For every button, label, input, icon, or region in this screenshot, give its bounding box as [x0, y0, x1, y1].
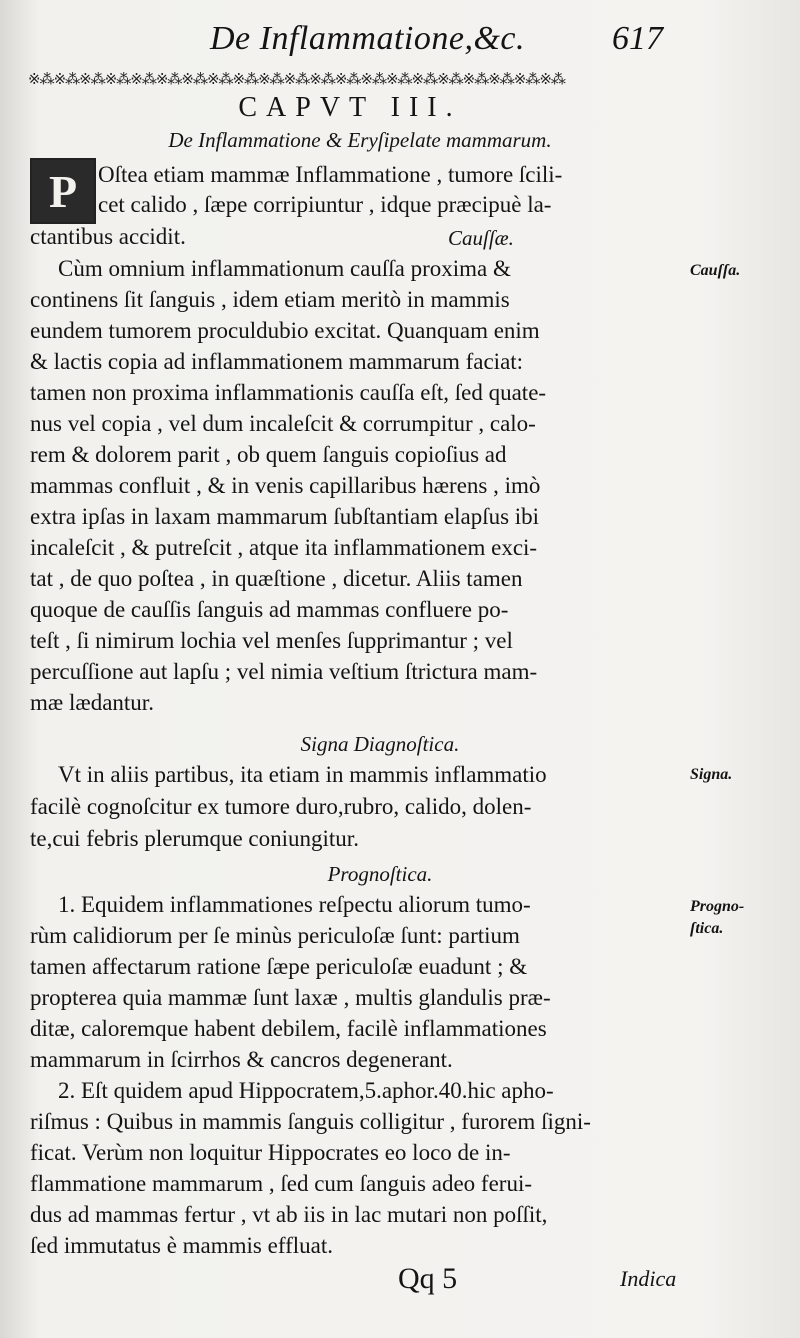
running-head: De Inflammatione,&c. — [210, 20, 525, 57]
text-line: percuſſione aut lapſu ; vel nimia veſtium ſtrictura mam- — [30, 659, 538, 684]
text-line: cet calido , ſæpe corripiuntur , idque præcipuè la- — [98, 192, 552, 217]
text-line: rem & dolorem parit , ob quem ſanguis copioſius ad — [30, 442, 507, 467]
text-line: flammatione mammarum , ſed cum ſanguis adeo ferui- — [30, 1171, 533, 1196]
text-line: dus ad mammas fertur , vt ab iis in lac mutari non poſſit, — [30, 1202, 548, 1227]
drop-cap-initial: P — [30, 158, 96, 224]
text-line: teſt , ſi nimirum lochia vel menſes ſupprimantur ; vel — [30, 628, 513, 653]
text-line: ficat. Verùm non loquitur Hippocrates eo loco de in- — [30, 1140, 511, 1165]
text-line: tamen affectarum ratione ſæpe periculoſæ euadunt ; & — [30, 954, 528, 979]
text-line: facilè cognoſcitur ex tumore duro,rubro, calido, dolen- — [30, 794, 532, 819]
text-line: continens ſit ſanguis , idem etiam meritò in mammis — [30, 287, 510, 312]
section-heading-signa: Signa Diagnoſtica. — [300, 732, 460, 756]
margin-note-prognostica-2: ſtica. — [690, 920, 724, 937]
text-line: ſed immutatus è mammis effluat. — [30, 1233, 333, 1258]
text-line: mammas confluit , & in venis capillaribus hærens , imò — [30, 473, 541, 498]
text-line: te,cui febris plerumque coniungitur. — [30, 826, 359, 851]
chapter-heading: CAPVT III. — [238, 92, 462, 123]
text-line: Vt in aliis partibus, ita etiam in mammis inflammatio — [58, 762, 547, 787]
text-line: quoque de cauſſis ſanguis ad mammas confluere po- — [30, 597, 509, 622]
text-line: ctantibus accidit. — [30, 224, 186, 249]
text-line: eundem tumorem proculdubio excitat. Quanquam enim — [30, 318, 540, 343]
text-line: rùm calidiorum per ſe minùs periculoſæ ſunt: partium — [30, 923, 520, 948]
margin-note-prognostica-1: Progno- — [690, 898, 745, 915]
text-line: propterea quia mammæ ſunt laxæ , multis glandulis præ- — [30, 985, 551, 1010]
text-line: extra ipſas in laxam mammarum ſubſtantiam elapſus ibi — [30, 504, 540, 529]
text-line: mæ lædantur. — [30, 690, 154, 715]
signature-mark: Qq 5 — [398, 1262, 458, 1295]
section-heading-prognostica: Prognoſtica. — [327, 862, 433, 886]
ornamental-rule: ※⁂※⁂※⁂※⁂※⁂※⁂※⁂※⁂※⁂※⁂※⁂※⁂※⁂※⁂※⁂※⁂※⁂※⁂※⁂※⁂※⁂ — [28, 72, 565, 88]
margin-note-signa: Signa. — [690, 766, 733, 783]
text-line: 1. Equidem inflammationes reſpectu aliorum tumo- — [58, 892, 531, 917]
text-line: riſmus : Quibus in mammis ſanguis colligitur , furorem ſigni- — [30, 1109, 591, 1134]
text-line: tat , de quo poſtea , in quæſtione , dicetur. Aliis tamen — [30, 566, 523, 591]
margin-note-caussa: Cauſſa. — [690, 262, 741, 279]
section-heading-caussae: Cauſſæ. — [448, 226, 514, 250]
text-line: mammarum in ſcirrhos & cancros degenerant. — [30, 1047, 453, 1072]
text-line: incaleſcit , & putreſcit , atque ita inflammationem exci- — [30, 535, 538, 560]
text-line: nus vel copia , vel dum incaleſcit & corrumpitur , calo- — [30, 411, 536, 436]
page-number: 617 — [612, 20, 663, 57]
text-line: 2. Eſt quidem apud Hippocratem,5.aphor.40.hic apho- — [58, 1078, 554, 1103]
text-line: Cùm omnium inflammationum cauſſa proxima & — [58, 256, 511, 281]
chapter-subtitle: De Inflammatione & Eryſipelate mammarum. — [168, 128, 552, 152]
text-line: ditæ, caloremque habent debilem, facilè inflammationes — [30, 1016, 547, 1041]
catchword: Indica — [620, 1266, 677, 1291]
text-line: tamen non proxima inflammationis cauſſa eſt, ſed quate- — [30, 380, 547, 405]
text-line: Oſtea etiam mammæ Inflammatione , tumore ſcili- — [98, 162, 563, 187]
text-line: & lactis copia ad inflammationem mammarum faciat: — [30, 349, 524, 374]
